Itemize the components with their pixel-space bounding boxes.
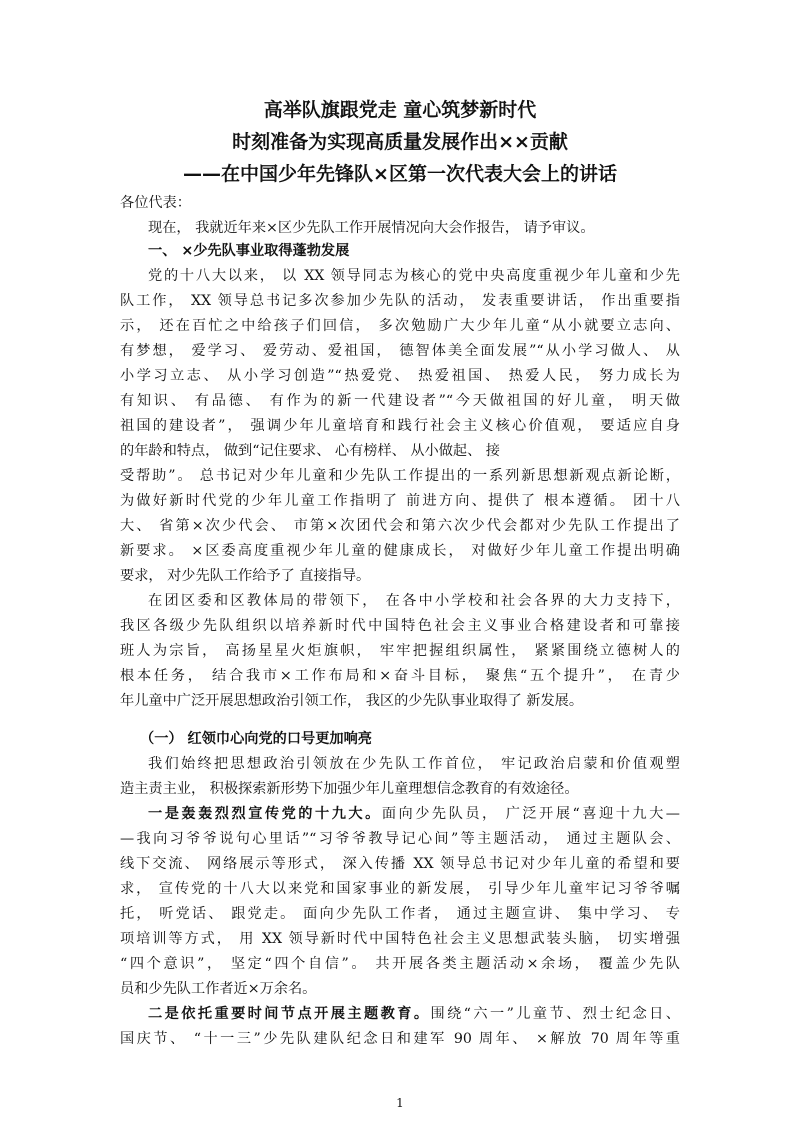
point-2-bold-lead: 二是依托重要时间节点开展主题教育。 xyxy=(148,1006,431,1022)
section-1-heading: 一、 ×少先队事业取得蓬勃发展 xyxy=(148,243,350,259)
point-1-first-line xyxy=(148,804,680,824)
paragraph-line: 班人为宗旨， 高扬星星火炬旗帜， 牢牢把握组织属性， 紧紧围绕立德树人的 xyxy=(120,643,680,659)
paragraph-line: 托， 听党话、 跟党走。 面向少先队工作者， 通过主题宣讲、 集中学习、 专 xyxy=(120,906,680,922)
paragraph-line: 线下交流、 网络展示等形式， 深入传播 XX 领导总书记对少年儿童的希望和要 xyxy=(120,856,680,872)
paragraph-line: 有梦想， 爱学习、 爱劳动、爱祖国， 德智体美全面发展”“从小学习做人、 从 xyxy=(120,343,680,359)
paragraph-line: 示， 还在百忙之中给孩子们回信， 多次勉励广大少年儿童“从小就要立志向、 xyxy=(120,318,680,334)
paragraph-line: 国庆节、 “十一三”少先队建队纪念日和建军 90 周年、 ×解放 70 周年等重 xyxy=(120,1031,680,1047)
paragraph-line: 我区各级少先队组织以培养新时代中国特色社会主义事业合格建设者和可靠接 xyxy=(120,618,680,634)
point-2-first-line xyxy=(148,1004,680,1024)
point-1-bold-lead: 一是轰轰烈烈宣传党的十九大。 xyxy=(148,806,382,822)
paragraph-line: 年儿童中广泛开展思想政治引领工作， 我区的少先队事业取得了 新发展。 xyxy=(120,693,584,709)
paragraph-line: 党的十八大以来， 以 XX 领导同志为核心的党中央高度重视少年儿童和少先 xyxy=(148,268,680,284)
paragraph-line: 根本任务， 结合我市×工作布局和×奋斗目标， 聚焦“五个提升”， 在青少 xyxy=(120,668,680,684)
intro-paragraph: 现在， 我就近年来×区少先队工作开展情况向大会作报告， 请予审议。 xyxy=(148,220,595,236)
paragraph-line: 新要求。 ×区委高度重视少年儿童的健康成长， 对做好少年儿童工作提出明确 xyxy=(120,543,680,559)
paragraph-line: 队工作， XX 领导总书记多次参加少先队的活动， 发表重要讲话， 作出重要指 xyxy=(120,293,680,309)
paragraph-line: 大、 省第×次少代会、 市第×次团代会和第六次少代会都对少先队工作提出了 xyxy=(120,518,680,534)
salutation: 各位代表： xyxy=(120,195,191,211)
paragraph-line: 有知识、 有品德、 有作为的新一代建设者”“今天做祖国的好儿童， 明天做 xyxy=(120,393,680,409)
paragraph-line: 我们始终把思想政治引领放在少先队工作首位， 牢记政治启蒙和价值观塑 xyxy=(148,756,680,772)
paragraph-line: 项培训等方式， 用 XX 领导新时代中国特色社会主义思想武装头脑， 切实增强 xyxy=(120,931,680,947)
subsection-1-heading: （一） 红领巾心向党的口号更加响亮 xyxy=(140,731,372,747)
page-number: 1 xyxy=(396,1096,404,1110)
paragraph-line: 在团区委和区教体局的带领下， 在各中小学校和社会各界的大力支持下， xyxy=(148,593,680,609)
point-1-text: 面向少先队员， 广泛开展“喜迎十九大— xyxy=(381,806,680,822)
paragraph-line: 造主责主业， 积极探索新形势下加强少年儿童理想信念教育的有效途径。 xyxy=(120,781,579,797)
paragraph-line: 受帮助”。 总书记对少年儿童和少先队工作提出的一系列新思想新观点新论断， xyxy=(120,468,680,484)
paragraph-line: “四个意识”， 坚定“四个自信”。 共开展各类主题活动×余场， 覆盖少先队 xyxy=(120,956,680,972)
title-line-1: 高举队旗跟党走 童心筑梦新时代 xyxy=(263,99,537,121)
paragraph-line: 为做好新时代党的少年儿童工作指明了 前进方向、提供了 根本遵循。 团十八 xyxy=(120,493,680,509)
paragraph-line: 员和少先队工作者近×万余名。 xyxy=(120,981,317,997)
paragraph-line: 求， 宣传党的十八大以来党和国家事业的新发展， 引导少年儿童牢记习爷爷嘱 xyxy=(120,881,680,897)
paragraph-line: 要求， 对少先队工作给予了 直接指导。 xyxy=(120,568,371,584)
point-2-text: 围绕“六一”儿童节、烈士纪念日、 xyxy=(430,1006,680,1022)
paragraph-line: 祖国的建设者”， 强调少年儿童培育和践行社会主义核心价值观， 要适应自身 xyxy=(120,418,680,434)
title-line-3: ——在中国少年先锋队×区第一次代表大会上的讲话 xyxy=(183,163,617,185)
title-line-2: 时刻准备为实现高质量发展作出××贡献 xyxy=(232,131,568,153)
paragraph-line: —我向习爷爷说句心里话”“习爷爷教导记心间”等主题活动， 通过主题队会、 xyxy=(120,831,680,847)
paragraph-line: 小学习立志、 从小学习创造”“热爱党、 热爱祖国、 热爱人民， 努力成长为 xyxy=(120,368,680,384)
paragraph-line: 的年龄和特点， 做到“记住要求、 心有榜样、 从小做起、 接 xyxy=(120,443,500,459)
